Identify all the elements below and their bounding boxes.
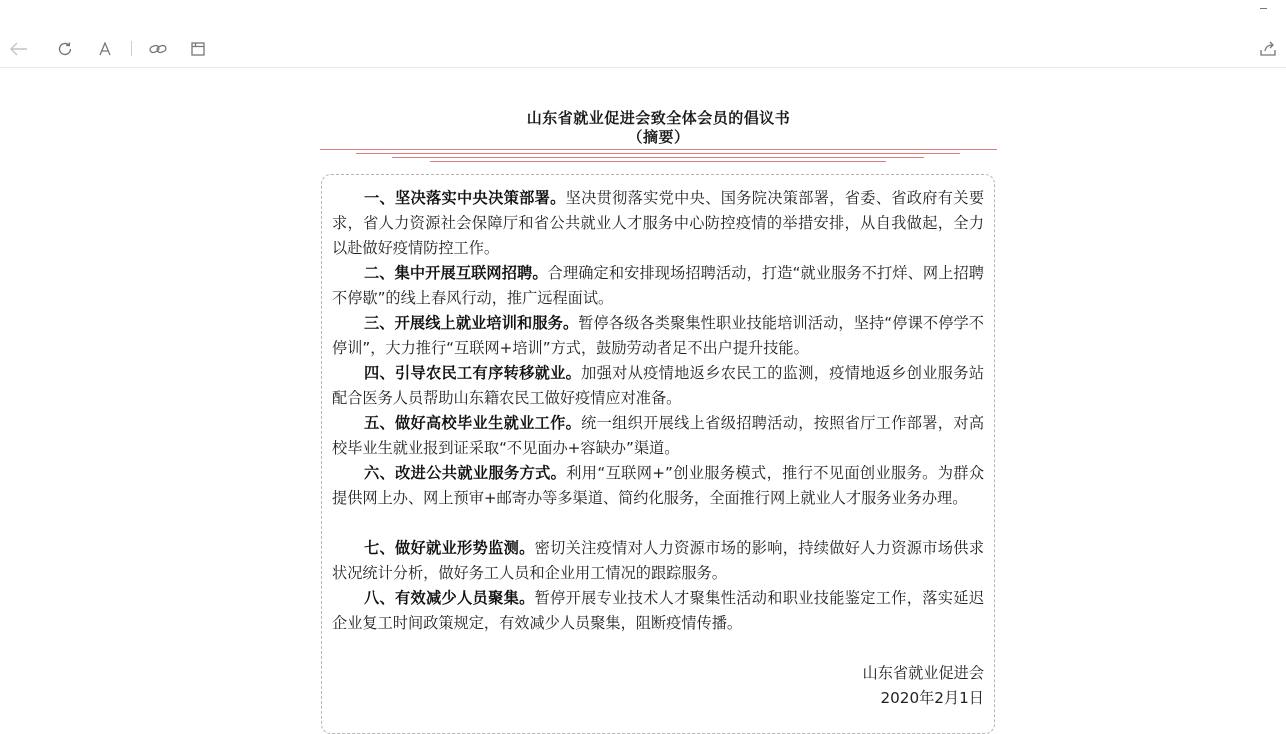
- refresh-button[interactable]: [54, 38, 76, 60]
- paragraph-item-1: [332, 186, 984, 261]
- share-button[interactable]: [1257, 38, 1279, 60]
- item-heading: 八、有效减少人员聚集。: [364, 589, 535, 607]
- toolbar-divider: [131, 41, 132, 56]
- refresh-icon: [57, 41, 73, 57]
- window-icon: [191, 42, 205, 56]
- font-size-icon: [98, 42, 112, 56]
- item-body: 坚决贯彻落实党中央、国务院决策部署，省委、省政府有关要求，省人力资源社会保障厅和省公共就业人才服务中心防控疫情的举措安排，从自我做起，全力以赴做好疫情防控工作。: [332, 189, 985, 257]
- item-heading: 五、做好高校毕业生就业工作。: [364, 414, 582, 432]
- paragraph-item-6: [332, 461, 984, 511]
- item-body: 密切关注疫情对人力资源市场的影响，持续做好人力资源市场供求状况统计分析，做好务工人员和企业用工情况的跟踪服务。: [332, 539, 985, 582]
- item-heading: 二、集中开展互联网招聘。: [364, 264, 548, 282]
- signature: 山东省就业促进会: [862, 664, 984, 682]
- item-body: 统一组织开展线上省级招聘活动，按照省厅工作部署，对高校毕业生就业报到证采取“不见面办+容缺办”渠道。: [332, 414, 985, 457]
- signature-date: 2020年2月1日: [880, 689, 984, 707]
- back-button[interactable]: [8, 38, 30, 60]
- red-rule-4: [430, 161, 886, 162]
- top-toolbar: [0, 0, 1286, 68]
- item-body: 合理确定和安排现场招聘活动，打造“就业服务不打烊、网上招聘不停歇”的线上春风行动，推广远程面试。: [332, 264, 984, 307]
- item-body: 暂停各级各类聚集性职业技能培训活动，坚持“停课不停学不停训”，大力推行“互联网+培训”方式，鼓励劳动者足不出户提升技能。: [332, 314, 984, 357]
- paragraph-item-3: [332, 311, 984, 361]
- paragraph-item-4: [332, 361, 984, 411]
- copy-link-button[interactable]: [147, 38, 169, 60]
- item-heading: 六、改进公共就业服务方式。: [364, 464, 567, 482]
- paragraph-item-2: [332, 261, 984, 311]
- paragraph-item-8: [332, 586, 984, 636]
- paragraph-item-7: [332, 536, 984, 586]
- document-title: 山东省就业促进会致全体会员的倡议书: [526, 109, 791, 127]
- back-arrow-icon: [10, 42, 28, 56]
- paragraph-item-5: [332, 411, 984, 461]
- item-heading: 三、开展线上就业培训和服务。: [364, 314, 579, 332]
- red-rule-1: [320, 149, 997, 150]
- share-icon: [1260, 41, 1276, 57]
- open-window-button[interactable]: [187, 38, 209, 60]
- document-subtitle: （摘要）: [627, 128, 690, 146]
- item-heading: 七、做好就业形势监测。: [364, 539, 535, 557]
- red-rule-2: [356, 153, 960, 154]
- item-heading: 四、引导农民工有序转移就业。: [364, 364, 582, 382]
- item-heading: 一、坚决落实中央决策部署。: [364, 189, 566, 207]
- font-size-button[interactable]: [94, 38, 116, 60]
- red-rule-3: [392, 157, 924, 158]
- item-body: 暂停开展专业技术人才聚集性活动和职业技能鉴定工作，落实延迟企业复工时间政策规定，有效减少人员聚集，阻断疫情传播。: [332, 589, 985, 632]
- link-icon: [149, 43, 167, 55]
- minimize-button[interactable]: [1258, 0, 1272, 12]
- item-body: 利用“互联网+”创业服务模式，推行不见面创业服务。为群众提供网上办、网上预审+邮寄办等多渠道、简约化服务，全面推行网上就业人才服务业务办理。: [332, 464, 985, 507]
- item-body: 加强对从疫情地返乡农民工的监测，疫情地返乡创业服务站配合医务人员帮助山东籍农民工做好疫情应对准备。: [332, 364, 985, 407]
